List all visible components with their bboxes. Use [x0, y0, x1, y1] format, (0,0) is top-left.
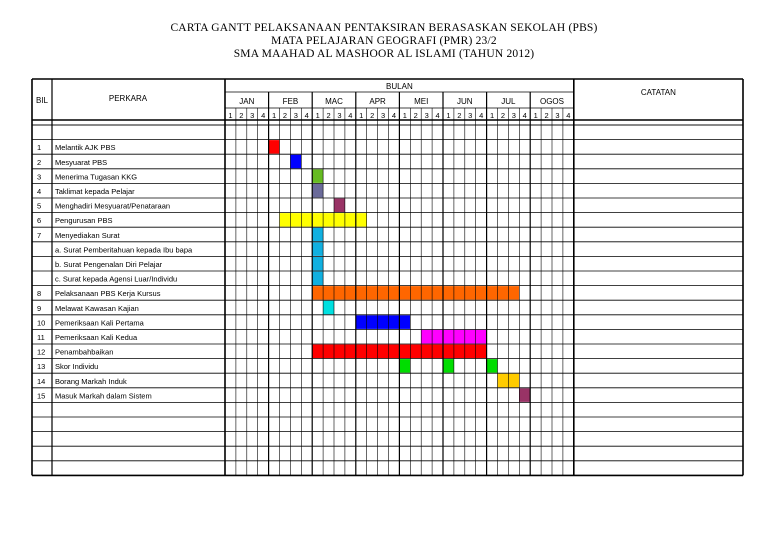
week-label: 1	[489, 111, 495, 120]
week-label: 1	[315, 111, 320, 120]
task-label: Menerima Tugasan KKG	[55, 172, 138, 182]
row-number: 6	[37, 216, 42, 226]
task-label: Melawat Kawasan Kajian	[55, 303, 139, 313]
title-line-3: SMA MAAHAD AL MASHOOR AL ISLAMI (TAHUN 2012)	[233, 48, 535, 60]
row-number: 4	[37, 187, 42, 196]
gantt-bar	[290, 155, 301, 169]
week-label: 4	[391, 111, 397, 120]
month-label: MAC	[325, 97, 343, 106]
week-label: 3	[468, 111, 473, 120]
task-label: Skor Individu	[55, 362, 99, 372]
gantt-bar	[399, 359, 410, 373]
task-label: c. Surat kepada Agensi Luar/Individu	[55, 274, 178, 284]
week-label: 3	[555, 111, 560, 120]
month-label: APR	[369, 97, 386, 106]
gantt-bar	[312, 242, 323, 256]
gantt-bar	[312, 286, 519, 300]
task-label: a. Surat Pemberitahuan kepada Ibu bapa	[55, 245, 193, 255]
week-label: 3	[337, 111, 342, 120]
week-label: 1	[533, 111, 538, 120]
week-label: 3	[424, 111, 429, 120]
week-label: 1	[271, 111, 277, 120]
task-label: Pemeriksaan Kali Pertama	[55, 318, 144, 328]
week-label: 3	[293, 111, 298, 120]
gantt-bar	[312, 228, 323, 242]
month-label: FEB	[282, 97, 299, 106]
week-label: 1	[446, 111, 451, 120]
week-label: 4	[304, 111, 309, 120]
title-line-2: MATA PELAJARAN GEOGRAFI (PMR) 23/2	[271, 35, 497, 47]
week-label: 1	[228, 111, 233, 120]
gantt-bar	[323, 301, 334, 315]
week-label: 4	[522, 111, 527, 120]
week-label: 2	[500, 111, 506, 120]
week-label: 3	[511, 111, 516, 120]
gantt-bar	[334, 199, 345, 213]
task-label: b. Surat Pengenalan Diri Pelajar	[55, 260, 163, 269]
week-label: 2	[457, 111, 462, 120]
row-number: 14	[37, 376, 46, 386]
row-number: 15	[37, 391, 46, 401]
week-label: 3	[380, 111, 386, 120]
week-label: 3	[250, 111, 255, 120]
row-number: 2	[37, 157, 42, 167]
title-line-1: CARTA GANTT PELAKSANAAN PENTAKSIRAN BERASASKAN SEKOLAH (PBS)	[170, 22, 598, 34]
gantt-bar	[269, 140, 280, 154]
row-number: 9	[37, 303, 42, 313]
task-label: Menyediakan Surat	[55, 230, 120, 240]
week-label: 4	[479, 111, 484, 120]
task-label: Pengurusan PBS	[55, 216, 113, 226]
week-label: 1	[359, 111, 364, 120]
week-label: 4	[261, 111, 266, 120]
month-label: MEI	[414, 97, 429, 106]
gantt-bar	[312, 257, 323, 271]
gantt-bar	[312, 184, 323, 198]
row-number: 8	[37, 289, 42, 299]
row-number: 11	[37, 333, 45, 342]
catatan-header: CATATAN	[640, 88, 676, 97]
week-label: 2	[282, 111, 288, 120]
month-label: JUN	[457, 97, 473, 106]
week-label: 2	[239, 111, 244, 120]
month-label: JUL	[501, 97, 516, 106]
task-label: Mesyuarat PBS	[55, 157, 108, 167]
week-label: 2	[370, 111, 375, 120]
row-number: 3	[37, 172, 42, 182]
row-number: 12	[37, 347, 46, 357]
week-label: 2	[544, 111, 549, 120]
row-number: 1	[37, 143, 42, 153]
task-label: Melantik AJK PBS	[55, 143, 116, 153]
row-number: 10	[37, 318, 46, 328]
task-label: Masuk Markah dalam Sistem	[55, 391, 152, 401]
week-label: 4	[348, 111, 353, 120]
row-number: 5	[37, 201, 42, 211]
task-label: Menghadiri Mesyuarat/Penataraan	[55, 201, 171, 211]
row-number: 13	[37, 362, 46, 372]
gantt-bar	[356, 315, 411, 329]
bil-header: BIL	[35, 96, 49, 105]
week-label: 4	[435, 111, 440, 120]
task-label: Pemeriksaan Kali Kedua	[55, 333, 138, 342]
bulan-header: BULAN	[386, 82, 413, 91]
gantt-bar	[443, 359, 454, 373]
task-label: Borang Markah Induk	[55, 376, 127, 386]
week-label: 2	[326, 111, 331, 120]
week-label: 2	[413, 111, 418, 120]
gantt-bar	[312, 169, 323, 183]
perkara-header: PERKARA	[108, 94, 148, 103]
task-label: Penambahbaikan	[55, 347, 114, 357]
task-label: Taklimat kepada Pelajar	[55, 187, 135, 196]
gantt-bar	[519, 388, 530, 402]
row-number: 7	[37, 230, 42, 240]
week-label: 4	[566, 111, 571, 120]
week-label: 1	[402, 111, 407, 120]
gantt-bar	[312, 272, 323, 286]
task-label: Pelaksanaan PBS Kerja Kursus	[55, 289, 161, 299]
month-label: JAN	[239, 97, 255, 106]
gantt-bar	[487, 359, 498, 373]
month-label: OGOS	[539, 97, 565, 106]
